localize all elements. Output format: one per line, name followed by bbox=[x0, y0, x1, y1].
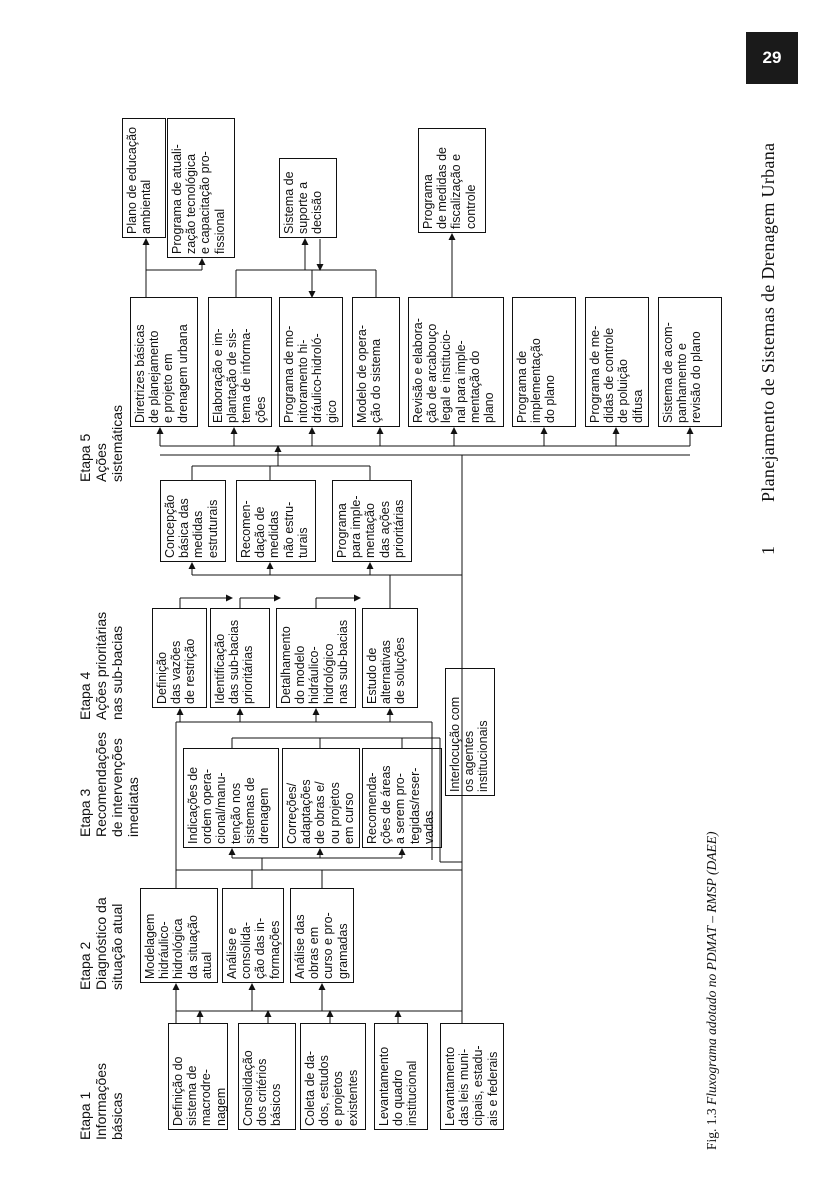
box-programa-atualizacao-tecnologica: Programa de atuali- zação tecnológica e capacitação pro- fissional bbox=[167, 118, 235, 258]
box-estudo-alternativas-solucoes: Estudo de alternativas de soluções bbox=[362, 608, 418, 708]
box-definicao-vazoes-restricao: Definição das vazões de restrição bbox=[152, 608, 207, 708]
box-revisao-arcabouco-legal: Revisão e elabora- ção de arcabouço legal e institucio- nal para imple- mentação do plano bbox=[408, 297, 504, 427]
box-definicao-sistema-macrodrenagem: Definição do sistema de macrodre- nagem bbox=[168, 1023, 228, 1130]
box-consolidacao-criterios-basicos: Consolidação dos critérios básicos bbox=[238, 1023, 296, 1130]
box-acompanhamento-revisao-plano: Sistema de acom- panhamento e revisão do plano bbox=[658, 297, 722, 427]
box-recomendacoes-areas-protegidas: Recomenda- ções de áreas a serem pro- tegidas/reser- vadas bbox=[362, 748, 442, 848]
box-interlocucao-agentes-institucionais: Interlocução com os agentes institucionais bbox=[445, 668, 495, 796]
stage-2-heading: Etapa 2 Diagnóstico da situação atual bbox=[77, 897, 125, 990]
box-programa-implementacao-plano: Programa de implementação do plano bbox=[512, 297, 576, 427]
box-plano-educacao-ambiental: Plano de educação ambiental bbox=[122, 118, 166, 238]
box-analise-obras-em-curso: Análise das obras em curso e pro- gramadas bbox=[290, 888, 354, 983]
running-head-chapter-number: 1 bbox=[758, 545, 778, 555]
box-concepcao-medidas-estruturais: Concepção básica das medidas estruturais bbox=[160, 480, 226, 562]
box-controle-poluicao-difusa: Programa de me- didas de controle de poluição difusa bbox=[585, 297, 649, 427]
box-indicacoes-ordem-operacional: Indicações de ordem opera- cional/manu- tenção nos sistemas de drenagem bbox=[183, 748, 279, 848]
running-head-chapter-title: Planejamento de Sistemas de Drenagem Urbana bbox=[758, 142, 778, 502]
box-sistema-suporte-decisao: Sistema de suporte a decisão bbox=[279, 158, 337, 238]
stage-4-heading: Etapa 4 Ações prioritárias nas sub-bacias bbox=[77, 611, 125, 720]
box-levantamento-quadro-institucional: Levantamento do quadro institucional bbox=[374, 1023, 428, 1130]
box-diretrizes-basicas-planejamento: Diretrizes básicas de planejamento e projeto em drenagem urbana bbox=[130, 297, 198, 427]
box-modelo-operacao-sistema: Modelo de opera- ção do sistema bbox=[352, 297, 400, 427]
box-correcoes-adaptacoes-obras: Correções/ adaptações de obras e/ ou projetos em curso bbox=[282, 748, 360, 848]
box-analise-consolidacao-informacoes: Análise e consolida- ção das in- formações bbox=[222, 888, 284, 983]
caption-label: Fig. 1.3 bbox=[704, 1108, 719, 1150]
box-recomendacao-medidas-nao-estruturais: Recomen- dação de medidas não estru- turais bbox=[236, 480, 316, 562]
box-programa-acoes-prioritarias: Programa para imple- mentação das ações prioritárias bbox=[332, 480, 412, 562]
box-coleta-de-dados: Coleta de da- dos, estudos e projetos existentes bbox=[300, 1023, 366, 1130]
page-number: 29 bbox=[762, 48, 782, 67]
caption-text: Fluxograma adotado no PDMAT – RMSP (DAEE) bbox=[704, 831, 719, 1105]
box-modelagem-situacao-atual: Modelagem hidráulico- hidrológica da situação atual bbox=[140, 888, 218, 983]
box-programa-fiscalizacao-controle: Programa de medidas de fiscalização e controle bbox=[418, 128, 486, 233]
box-identificacao-sub-bacias: Identificação das sub-bacias prioritárias bbox=[210, 608, 270, 708]
box-detalhamento-modelo-sub-bacias: Detalhamento do modelo hidráulico- hidrológico nas sub-bacias bbox=[276, 608, 356, 708]
box-sistema-de-informacoes: Elaboração e im- plantação de sis- tema de informa- ções bbox=[208, 297, 272, 427]
stage-5-heading: Etapa 5 Ações sistemáticas bbox=[77, 404, 125, 482]
box-levantamento-das-leis: Levantamento das leis muni- cipais, estadu- ais e federais bbox=[440, 1023, 504, 1130]
box-programa-monitoramento: Programa de mo- nitoramento hi- dráulico-hidroló- gico bbox=[279, 297, 343, 427]
stage-3-heading: Etapa 3 Recomendações de intervenções imediatas bbox=[77, 731, 141, 837]
stage-1-heading: Etapa 1 Informações básicas bbox=[77, 1062, 125, 1140]
